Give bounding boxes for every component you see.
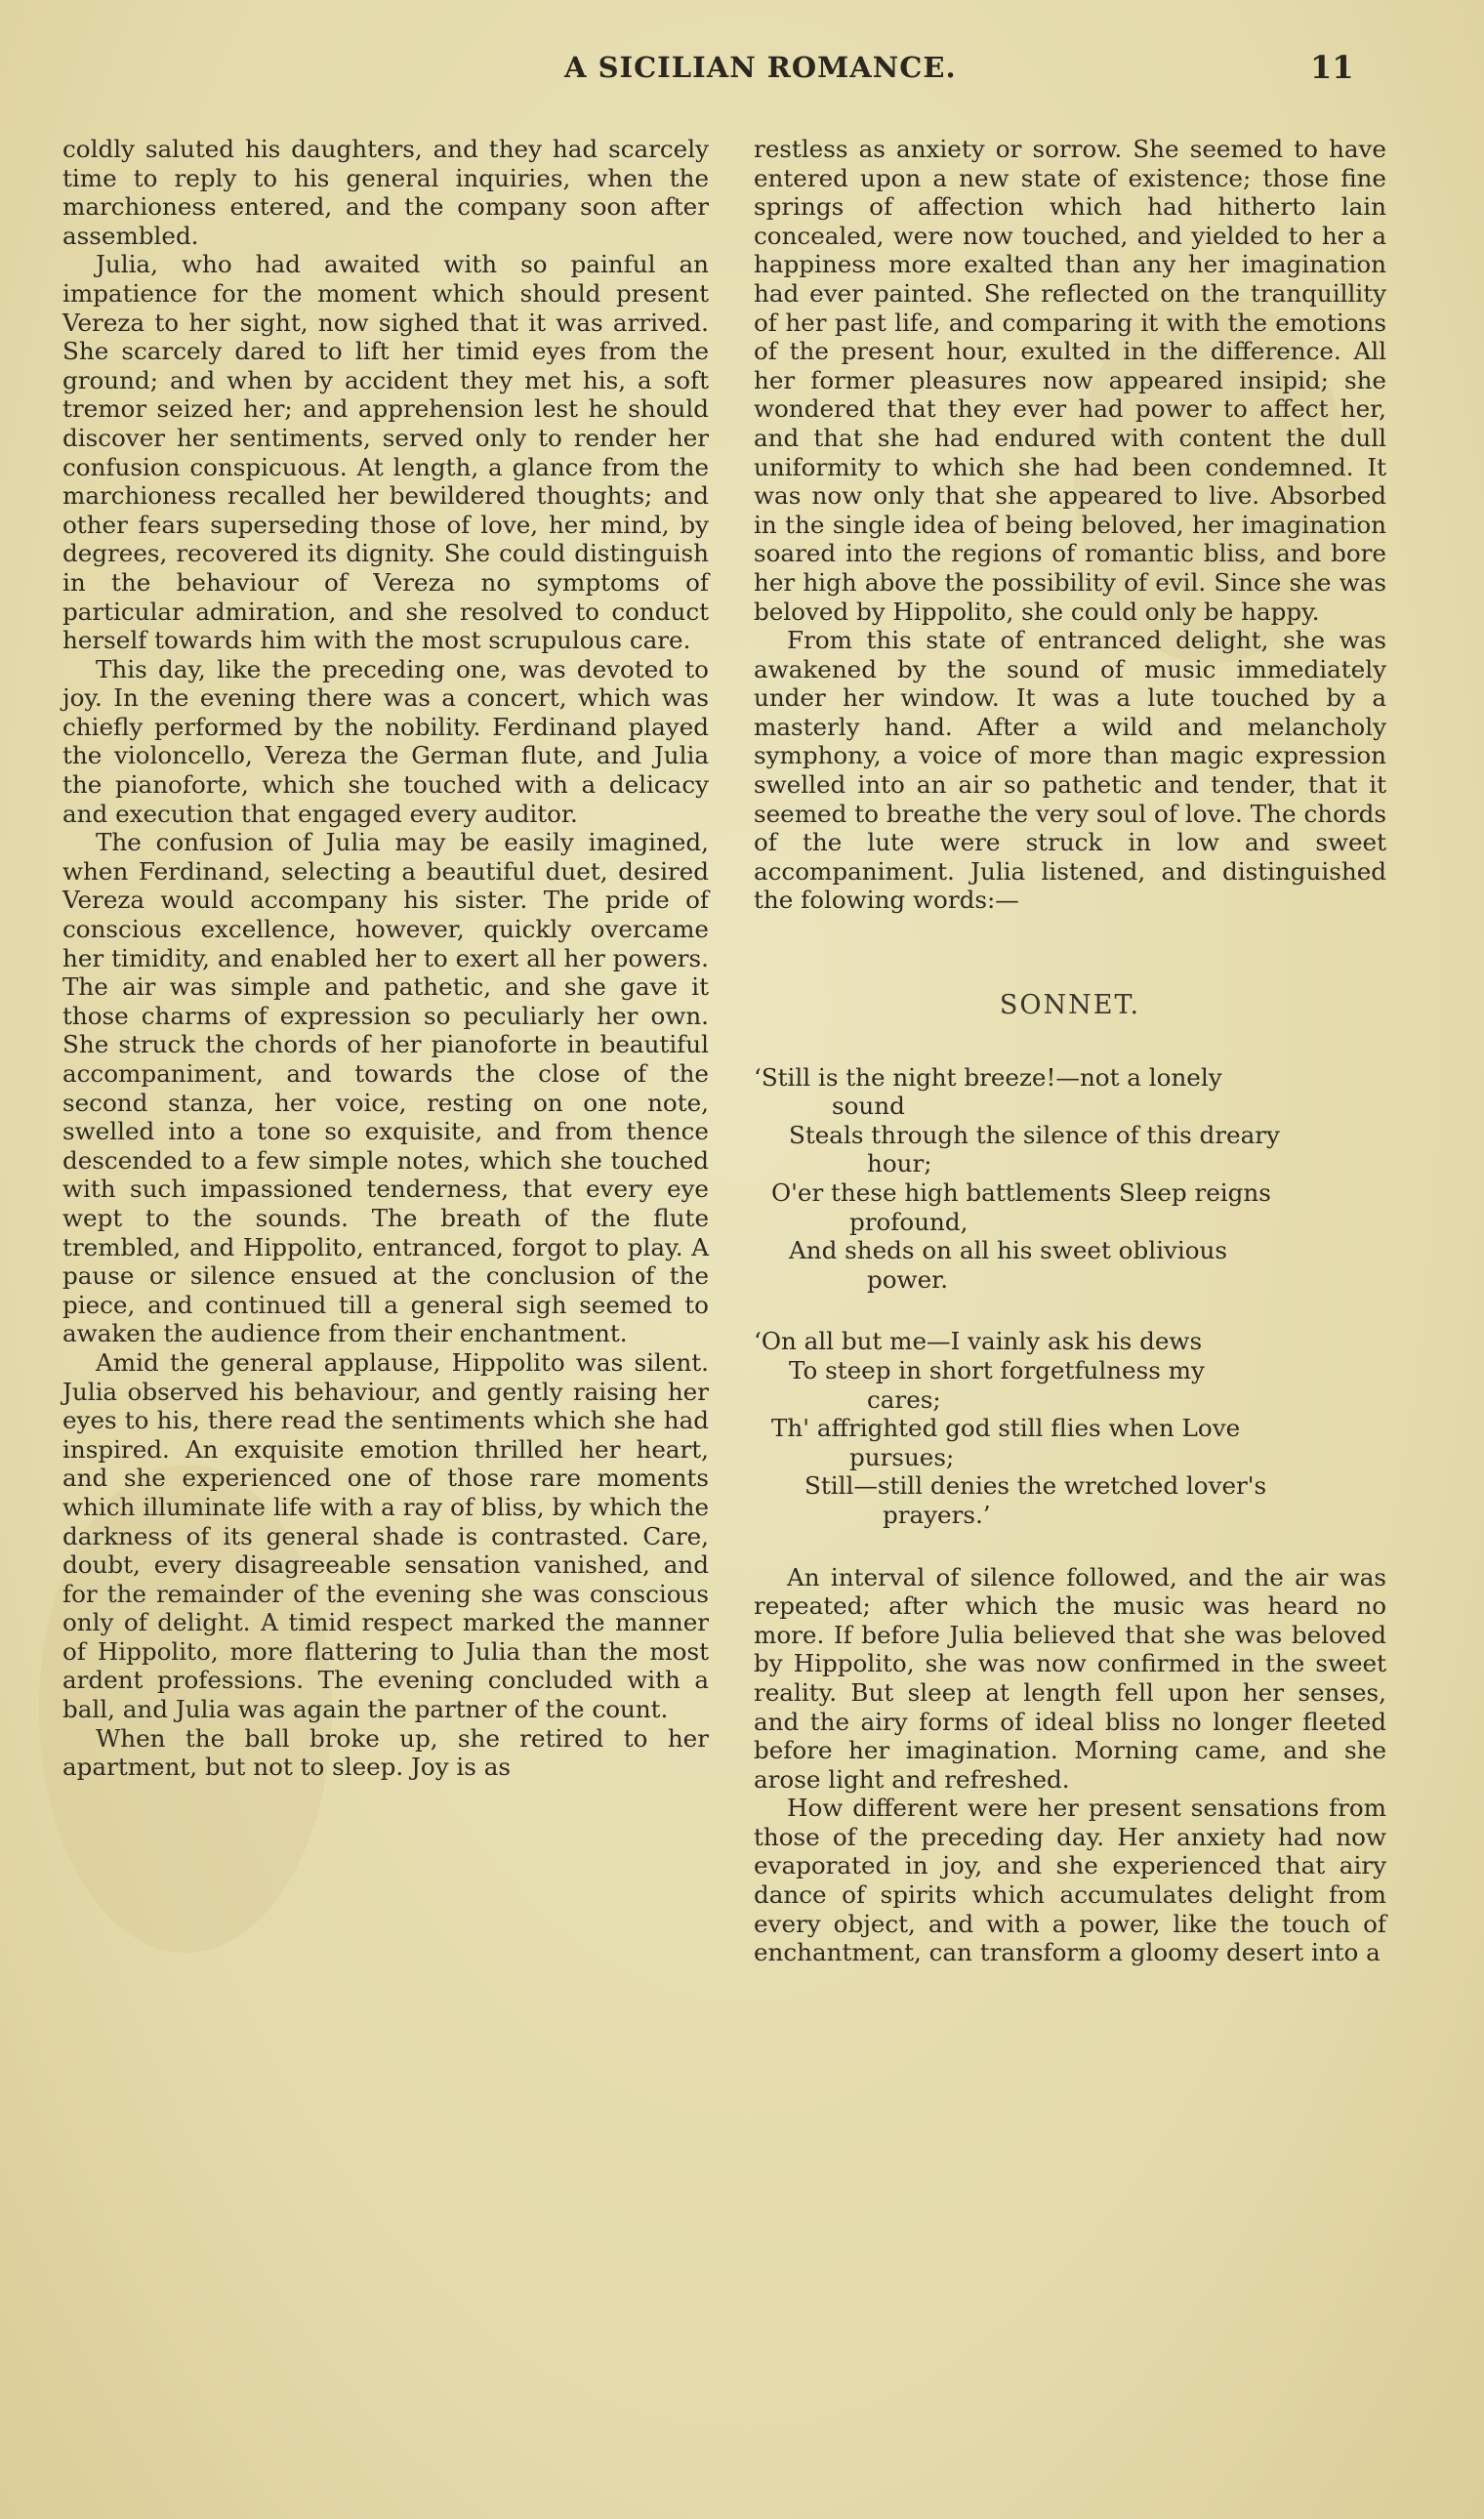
sonnet-line-text: ‘On all but me—I vainly ask his dews: [754, 1327, 1203, 1356]
sonnet-line: [754, 1414, 1386, 1471]
paragraph: This day, like the preceding one, was devoted to joy. In the evening there was a concert, which was chiefly performed by the nobility. Ferdinand played the violoncello, Vereza the German flute, and Julia the pianoforte, which she touched with a delicacy and execution that engaged every auditor.: [62, 654, 709, 828]
right-column: [754, 135, 1386, 1967]
sonnet-line: [754, 1178, 1386, 1236]
paragraph: Amid the general applause, Hippolito was silent. Julia observed his behaviour, and gently raising her eyes to his, there read the sentiments which she had inspired. An exquisite emotion thrilled her heart, and she experienced one of those rare moments which illuminate life with a ray of bliss, by which the darkness of its general shade is contrasted. Care, doubt, every disagreeable sensation vanished, and for the remainder of the evening she was conscious only of delight. A timid respect marked the manner of Hippolito, more flattering to Julia than the most ardent professions. The evening concluded with a ball, and Julia was again the partner of the count.: [62, 1347, 709, 1724]
sonnet-line-overflow: cares;: [867, 1384, 941, 1414]
sonnet-line: [754, 1327, 1386, 1356]
sonnet-line-text: O'er these high battlements Sleep reigns: [771, 1178, 1271, 1207]
sonnet-line-text: And sheds on all his sweet oblivious: [789, 1236, 1227, 1265]
sonnet-line-text: Th' affrighted god still flies when Love: [771, 1414, 1241, 1443]
sonnet-stanza-2: [754, 1327, 1386, 1529]
paragraph: When the ball broke up, she retired to her apartment, but not to sleep. Joy is as: [62, 1723, 709, 1782]
sonnet-line-text: Steals through the silence of this dreary: [789, 1120, 1280, 1149]
sonnet-line: [754, 1471, 1386, 1529]
sonnet-line: [754, 1063, 1386, 1121]
sonnet-line-overflow: hour;: [867, 1149, 932, 1178]
paragraph: coldly saluted his daughters, and they had scarcely time to reply to his general inquiries, when the marchioness entered, and the company soon after assembled.: [62, 135, 709, 250]
paragraph: An interval of silence followed, and the air was repeated; after which the music was heard no more. If before Julia believed that she was beloved by Hippolito, she was now confirmed in the sweet reality. But sleep at length fell upon her senses, and the airy forms of ideal bliss no longer fleeted before her imagination. Morning came, and she arose light and refreshed.: [754, 1562, 1386, 1794]
sonnet-stanza-1: [754, 1063, 1386, 1295]
paragraph: From this state of entranced delight, she was awakened by the sound of music immediately under her window. It was a lute touched by a masterly hand. After a wild and melancholy symphony, a voice of more than magic expression swelled into an air so pathetic and tender, that it seemed to breathe the very soul of love. The chords of the lute were struck in low and sweet accompaniment. Julia listened, and distinguished the folowing words:—: [754, 626, 1386, 915]
running-title: A SICILIAN ROMANCE.: [564, 51, 957, 84]
sonnet-line-text: ‘Still is the night breeze!—not a lonely: [754, 1062, 1222, 1092]
sonnet-line: [754, 1356, 1386, 1414]
sonnet-line-overflow: pursues;: [849, 1442, 955, 1471]
page-number: 11: [1310, 49, 1354, 86]
sonnet-line: [754, 1121, 1386, 1178]
sonnet-line-overflow: prayers.’: [883, 1500, 991, 1529]
paragraph: Julia, who had awaited with so painful an impatience for the moment which should present Vereza to her sight, now sighed that it was arrived. She scarcely dared to lift her timid eyes from the ground; and when by accident they met his, a soft tremor seized her; and apprehension lest he should discover her sentiments, served only to render her confusion conspicuous. At length, a glance from the marchioness recalled her bewildered thoughts; and other fears superseding those of love, her mind, by degrees, recovered its dignity. She could distinguish in the behaviour of Vereza no symptoms of particular admiration, and she resolved to conduct herself towards him with the most scrupulous care.: [62, 250, 709, 655]
paragraph: The confusion of Julia may be easily imagined, when Ferdinand, selecting a beautiful duet, desired Vereza would accompany his sister. The pride of conscious excellence, however, quickly overcame her timidity, and enabled her to exert all her powers. The air was simple and pathetic, and she gave it those charms of expression so peculiarly her own. She struck the chords of her pianoforte in beautiful accompaniment, and towards the close of the second stanza, her voice, resting on one note, swelled into a tone so exquisite, and from thence descended to a few simple notes, which she touched with such impassioned tenderness, that every eye wept to the sounds. The breath of the flute trembled, and Hippolito, entranced, forgot to play. A pause or silence ensued at the conclusion of the piece, and continued till a general sigh seemed to awaken the audience from their enchantment.: [62, 828, 709, 1348]
paragraph: restless as anxiety or sorrow. She seemed to have entered upon a new state of existence; those fine springs of affection which had hitherto lain concealed, were now touched, and yielded to her a happiness more exalted than any her imagination had ever painted. She reflected on the tranquillity of her past life, and comparing it with the emotions of the present hour, exulted in the difference. All her former pleasures now appeared insipid; she wondered that they ever had power to affect her, and that she had endured with content the dull uniformity to which she had been condemned. It was now only that she appeared to live. Absorbed in the single idea of being beloved, her imagination soared into the regions of romantic bliss, and bore her high above the possibility of evil. Since she was beloved by Hippolito, she could only be happy.: [754, 135, 1386, 626]
left-column: [62, 135, 709, 1782]
sonnet-line-text: To steep in short forgetfulness my: [789, 1355, 1205, 1384]
paragraph: How different were her present sensations from those of the preceding day. Her anxiety had now evaporated in joy, and she experienced that airy dance of spirits which accumulates delight from every object, and with a power, like the touch of enchantment, can transform a gloomy desert into a: [754, 1794, 1386, 1967]
sonnet-line-overflow: sound: [832, 1092, 905, 1121]
sonnet-title: SONNET.: [999, 990, 1141, 1021]
sonnet-line-text: Still—still denies the wretched lover's: [804, 1471, 1267, 1501]
page-header: [0, 51, 1484, 90]
sonnet-line-overflow: profound,: [849, 1207, 969, 1236]
sonnet-line-overflow: power.: [867, 1264, 949, 1294]
sonnet-line: [754, 1236, 1386, 1294]
